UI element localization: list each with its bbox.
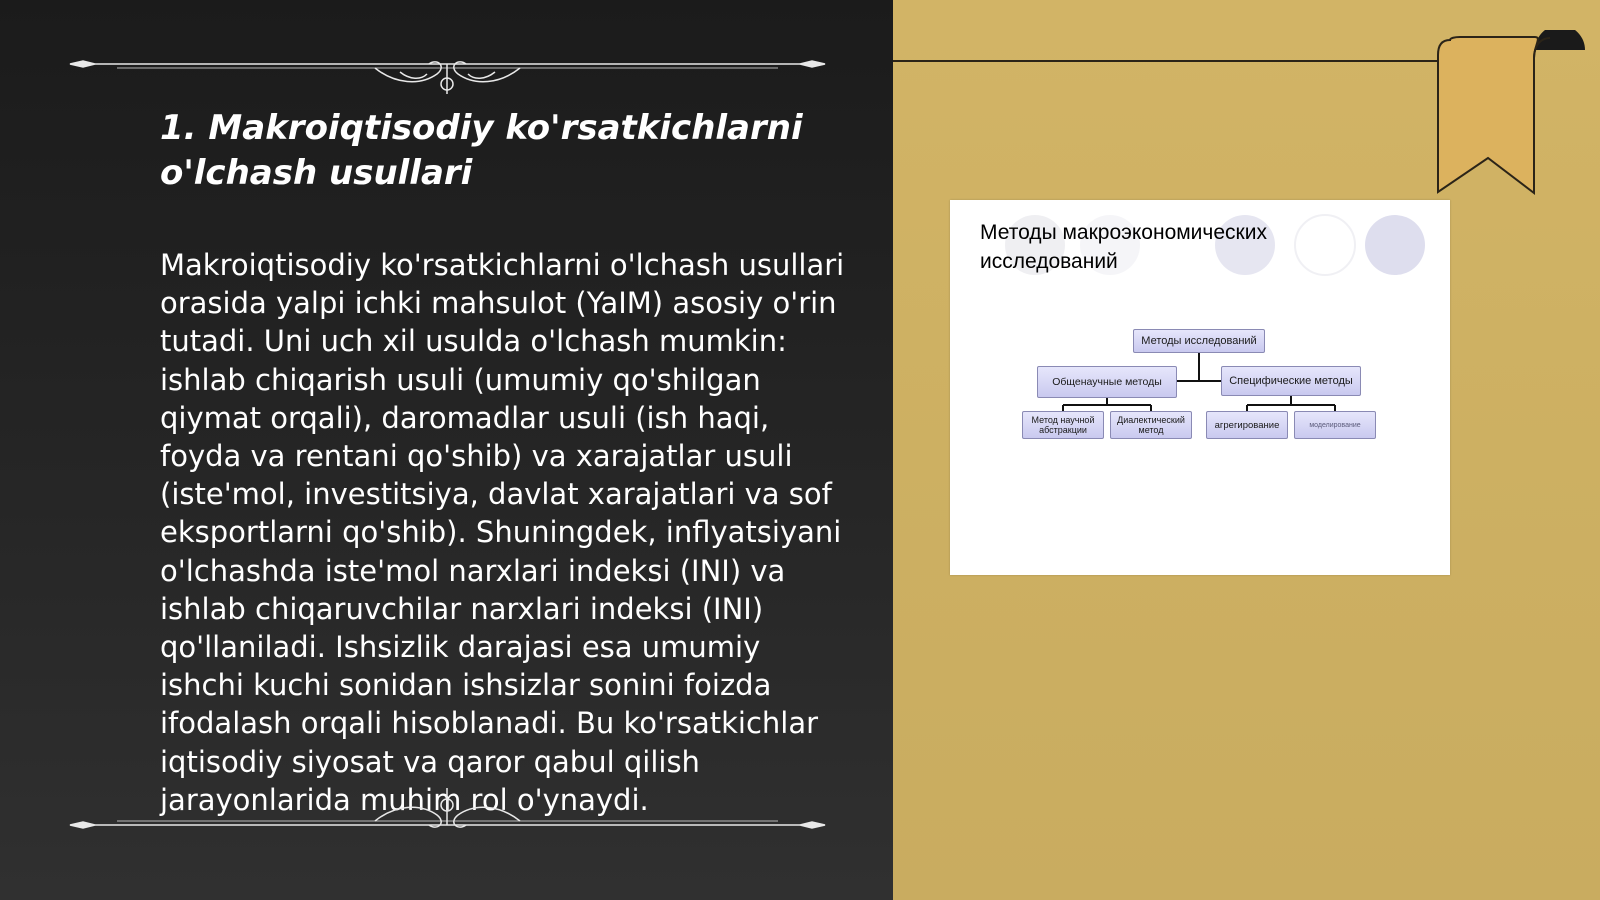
- diagram-node-general-methods: Общенаучные методы: [1037, 366, 1177, 398]
- ornamental-divider-bottom-icon: [65, 788, 830, 838]
- ornamental-divider-top-icon: [65, 44, 830, 94]
- slide-body-text: Makroiqtisodiy ko'rsatkichlarni o'lchash usullari orasida yalpi ichki mahsulot (YaIM) asosiy o'rin tutadi. Uni uch xil usulda o'lchash mumkin: ishlab chiqarish usuli (umumiy qo'shilgan qiymat orqali), daromadlar usuli (ish haqi, foyda va rentani qo'shib) va xarajatlar usuli (iste'mol, investitsiya, davlat xarajatlari va sof eksportlarni qo'shib). Shuningdek, inflyatsiyani o'lchashda iste'mol narxlari indeksi (INI) va ishlab chiqaruvchilar narxlari indeksi (INI) qo'llaniladi. Ishsizlik darajasi esa umumiy ishchi kuchi sonidan ishsizlar sonini foizda ifodalash orqali hisoblanadi. Bu ko'rsatkichlar iqtisodiy siyosat va qaror qabul qilish jarayonlarida muhim rol o'ynaydi.: [160, 248, 845, 817]
- diagram-connectors: [950, 200, 1450, 575]
- slide-title: 1. Makroiqtisodiy ko'rsatkichlarni o'lchash usullari: [160, 108, 803, 193]
- diagram-image: [950, 200, 1450, 575]
- horizontal-rule: [893, 60, 1438, 62]
- diagram-node-abstraction: Метод научной абстракции: [1022, 411, 1104, 439]
- diagram-node-specific-methods: Специфические методы: [1221, 366, 1361, 396]
- diagram-title: Методы макроэкономических исследований: [980, 221, 1267, 273]
- diagram-node-dialectic: Диалектический метод: [1110, 411, 1192, 439]
- diagram-node-root: Методы исследований: [1133, 329, 1265, 353]
- diagram-node-modeling: моделирование: [1294, 411, 1376, 439]
- diagram-node-aggregation: агрегирование: [1206, 411, 1288, 439]
- bookmark-ribbon-icon: [1430, 30, 1600, 205]
